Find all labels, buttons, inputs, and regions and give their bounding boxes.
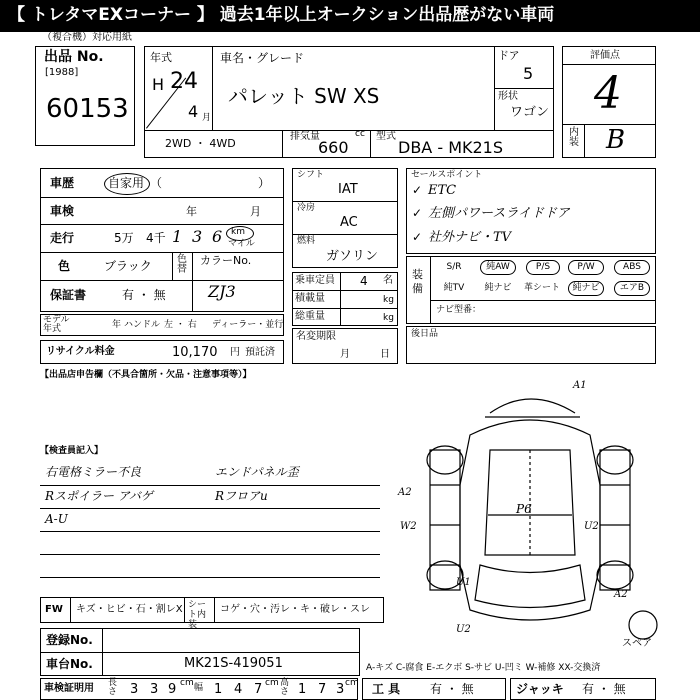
car-name: パレット SW XS [228,84,380,108]
name-change-label: 名変期限 [296,331,336,342]
door-label: ドア [498,49,520,62]
car-diagram [390,375,690,645]
history-label: 車歴 [50,176,75,190]
score-label: 評価点 [590,50,620,61]
interior-value: B [606,125,626,155]
color-no-value: ZJ3 [208,282,236,301]
sales-point-2: 左側パワースライドドア [428,206,570,221]
warranty-value: 有 ・ 無 [122,288,166,302]
spare-label: スペア [622,638,652,649]
shift-value: IAT [338,182,358,197]
recycle-value: 10,170 [172,345,218,360]
model-label: 型式 [376,131,396,142]
capacity-value: 4 [360,274,368,288]
equip-abs: ABS [614,260,650,275]
month-unit: 月 [202,113,212,123]
disp-label: 排気量 [290,131,320,142]
check-mark-3: ✓ [412,230,423,244]
equip-airbag: エアB [614,281,650,296]
equip-sr: S/R [446,262,462,272]
equip-leather: 革シート [523,283,560,293]
mileage-unit-mile: マイル [228,239,255,249]
equip-aw: 純AW [480,260,516,275]
shaken-label: 車検 [50,204,75,218]
shaken-month-unit: 月 [250,205,261,218]
seat-label: シート内装 [188,600,207,630]
inspector-note-1: 右電格ミラー不良 [45,465,142,479]
len-cm: cm [180,678,194,688]
color-label: 色 [58,259,71,273]
check-mark-1: ✓ [412,183,423,197]
fw-items: キズ・ヒビ・石・割レX [76,604,183,615]
mileage-unit-km: km [231,227,245,237]
shape-value: ワゴン [510,105,550,120]
navi-model-label: ナビ型番： [436,305,482,315]
legend-text: A-キズ C-腐食 E-エクボ S-サビ U-凹ミ W-補修 XX-交換済 [366,663,601,673]
load-unit: kg [383,295,394,305]
cert-label: 車検証明用 [44,683,94,694]
diagram-mark-w2: W2 [400,521,417,532]
capacity-label: 乗車定員 [295,275,335,286]
diagram-mark-u2-right: U2 [584,521,599,532]
width-3: 7 [254,682,263,697]
handle-value: 左 ・ 右 [164,320,197,330]
len-label: 長さ [108,678,118,697]
dealer-label: ディーラー・並行 [212,320,284,330]
mileage-label: 走行 [50,231,75,245]
lot-label: 出品 No. [44,49,104,65]
gross-unit: kg [383,313,394,323]
name-change-month: 月 [340,349,350,360]
color-no-label: カラーNo. [200,254,252,267]
diagram-mark-a2: A2 [398,487,412,498]
car-label: 車名・グレード [220,51,305,65]
diagram-mark-p6: P6 [516,502,532,516]
drive-type: 2WD ・ 4WD [165,137,236,150]
tools-label: 工 具 [372,682,401,696]
inspector-note-2: Rスポイラー アバゲ [45,489,153,503]
warranty-label: 保証書 [50,288,87,302]
width-label: 幅 [194,683,204,693]
tools-value: 有 ・ 無 [430,682,474,696]
width-cm: cm [265,678,279,688]
sales-point-3: 社外ナビ・TV [428,230,512,245]
disp-value: 660 [318,138,349,157]
month-number: 4 [188,102,199,121]
width-2: 4 [234,682,243,697]
width-1: 1 [214,682,223,697]
len-2: 3 [150,682,159,697]
jack-label: ジャッキ [516,682,564,696]
score-value: 4 [594,68,622,119]
diagram-mark-u1: U1 [456,577,471,588]
color-change: 色替 [177,254,187,275]
load-label: 積載量 [295,293,325,304]
model-year-label: モデル年式 [43,315,70,334]
history-paren: （ ） [150,176,271,190]
fuel-label: 燃料 [297,236,316,246]
len-1: 3 [130,682,139,697]
mileage-digit-1: 1 [172,227,183,246]
history-value: 自家用 [108,176,145,190]
model-value: DBA - MK21S [398,138,503,157]
shift-label: シフト [297,170,325,180]
sales-point-1: ETC [428,183,457,198]
height-2: 7 [318,682,327,697]
shaken-year-unit: 年 [186,205,197,218]
inspector-note-4: エンドパネル歪 [215,465,299,479]
year-label: 年式 [150,51,172,64]
equip-ps: P/S [526,260,560,275]
lot-number: 60153 [46,94,129,124]
ac-value: AC [340,215,358,230]
gross-label: 総重量 [295,311,325,322]
handle-label: ハンドル [124,320,161,330]
mileage-digit-2: 3 [192,227,203,246]
height-3: 3 [336,682,345,697]
jack-value: 有 ・ 無 [582,682,626,696]
inspector-note-3: A-U [45,512,68,526]
chassis-value: MK21S-419051 [184,656,283,671]
banner-text: 【 トレタマEXコーナー 】 過去1年以上オークション出品歴がない車両 [8,5,555,25]
fw-label: FW [45,604,63,615]
diagram-mark-u2-front: U2 [456,624,471,635]
reg-label: 登録No. [46,633,93,647]
capacity-unit: 名 [383,275,393,286]
mileage-sen: 4千 [146,231,166,245]
recycle-unit: 円 [230,347,240,358]
seat-items: コゲ・穴・汚レ・キ・破レ・スレ [220,604,370,615]
lot-sub: [1988] [45,67,79,78]
equip-navi2: 純ナビ [568,281,604,296]
equipment-label: 装備 [412,268,423,295]
diagram-mark-a2-front: A2 [614,589,628,600]
shape-label: 形状 [498,91,518,102]
mileage-man: 5万 [114,231,134,245]
height-1: 1 [298,682,307,697]
height-cm: cm [345,678,359,688]
equip-pw: P/W [568,260,604,275]
recycle-label: リサイクル料金 [46,346,115,357]
model-year-unit: 年 [112,320,122,330]
after-items-label: 後日品 [411,329,439,339]
year-number: 24 [170,69,198,94]
after-items-block [406,326,656,364]
form-note: （複合機）対応用紙 [42,32,132,43]
chassis-label: 車台No. [46,657,93,671]
recycle-note: 預託済 [245,347,275,358]
declaration-label: 【出品店申告欄（不具合箇所・欠品・注意事項等）】 [40,370,252,380]
ac-label: 冷房 [297,203,316,213]
inspector-label: 【検査員記入】 [40,446,104,456]
interior-label: 内装 [569,127,579,148]
sales-point-label: セールスポイント [411,170,483,180]
check-mark-2: ✓ [412,206,423,220]
year-era: H [152,75,165,94]
equip-tv: 純TV [443,283,465,293]
door-value: 5 [523,64,534,83]
mileage-digit-3: 6 [212,227,223,246]
color-value: ブラック [104,259,152,273]
diagram-mark-a1: A1 [573,380,587,391]
equip-navi: 純ナビ [484,283,512,293]
disp-unit: cc [355,129,365,139]
height-label: 高さ [280,678,290,697]
len-3: 9 [168,682,177,697]
name-change-day: 日 [380,349,390,360]
inspector-note-5: Rフロアu [215,489,268,503]
fuel-value: ガソリン [326,249,379,264]
